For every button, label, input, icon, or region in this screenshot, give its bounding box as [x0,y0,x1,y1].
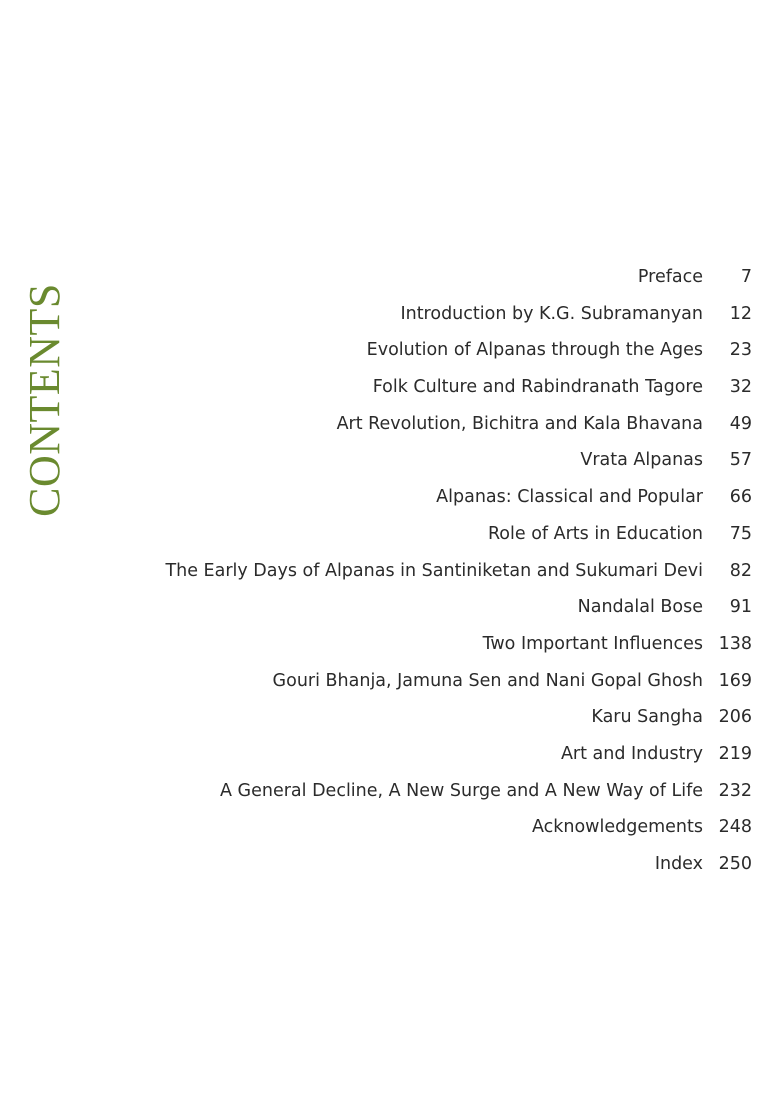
toc-entry-title: The Early Days of Alpanas in Santiniketan and Sukumari Devi [165,560,703,581]
toc-entry-title: Introduction by K.G. Subramanyan [400,303,703,324]
toc-entry-page: 138 [718,633,752,654]
toc-entry[interactable] [120,332,760,369]
toc-entry-page: 23 [729,340,752,361]
toc-entry[interactable] [120,406,760,443]
toc-entry-page: 7 [740,267,752,287]
toc-entry[interactable] [120,773,760,810]
toc-entry-title: Art and Industry [560,743,703,764]
toc-entry-title: Nandalal Bose [577,597,703,618]
toc-entry-title: A General Decline, A New Surge and A New Way of Life [220,780,703,801]
toc-entry-page: 206 [718,707,752,728]
toc-entry-page: 49 [729,413,752,434]
toc-entry-page: 57 [729,450,752,471]
toc-entry-page: 248 [718,817,752,838]
toc-entry-page: 75 [729,523,752,544]
toc-entry[interactable] [120,699,760,736]
toc-entry[interactable] [120,736,760,773]
toc-entry-page: 219 [718,743,752,764]
toc-entry-page: 91 [729,597,752,618]
toc-entry-page: 169 [718,670,752,691]
toc-entry-title: Alpanas: Classical and Popular [436,487,703,508]
contents-heading [20,271,69,529]
toc-entry-page: 32 [729,377,752,398]
toc-entry-title: Role of Arts in Education [487,523,703,544]
table-of-contents [120,259,760,883]
toc-entry[interactable] [120,663,760,700]
toc-entry-page: 12 [729,303,752,324]
toc-entry[interactable] [120,553,760,590]
toc-entry[interactable] [120,259,760,296]
toc-entry[interactable] [120,479,760,516]
toc-entry-page: 250 [718,854,752,874]
toc-entry-title: Karu Sangha [591,707,703,728]
toc-entry-title: Folk Culture and Rabindranath Tagore [372,377,703,398]
toc-entry-title: Vrata Alpanas [580,450,703,471]
toc-entry-title: Evolution of Alpanas through the Ages [366,340,703,361]
toc-entry-title: Preface [637,267,703,287]
toc-entry[interactable] [120,589,760,626]
toc-entry[interactable] [120,296,760,333]
toc-entry[interactable] [120,516,760,553]
toc-entry-page: 82 [729,560,752,581]
toc-entry-title: Art Revolution, Bichitra and Kala Bhavana [336,413,703,434]
toc-entry-page: 66 [729,487,752,508]
toc-entry-title: Two Important Influences [482,633,703,654]
toc-entry-title: Gouri Bhanja, Jamuna Sen and Nani Gopal Ghosh [272,670,703,691]
toc-entry-title: Acknowledgements [531,817,703,838]
toc-entry-page: 232 [718,780,752,801]
toc-entry[interactable] [120,626,760,663]
contents-heading-text: CONTENTS [20,283,69,517]
toc-entry[interactable] [120,442,760,479]
toc-entry-title: Index [654,854,703,874]
toc-entry[interactable] [120,369,760,406]
toc-entry[interactable] [120,809,760,846]
toc-entry[interactable] [120,846,760,883]
